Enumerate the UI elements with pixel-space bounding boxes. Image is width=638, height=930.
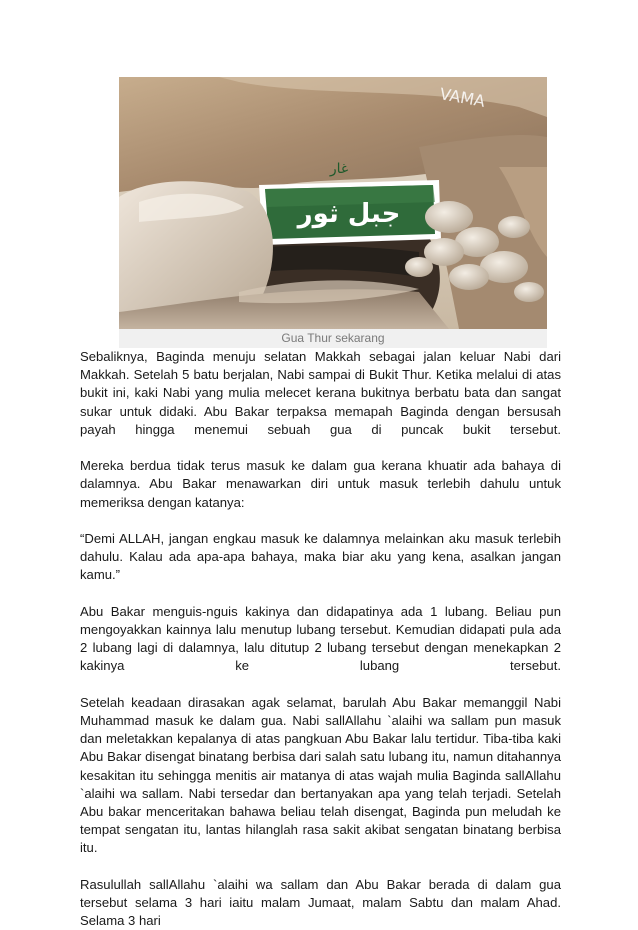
paragraph-2: Mereka berdua tidak terus masuk ke dalam gua kerana khuatir ada bahaya di dalamnya. Abu Bakar menawarkan diri untuk masuk terlebih dahulu untuk memeriksa dengan katanya: (80, 458, 561, 510)
paragraph-6: Rasulullah sallAllahu `alaihi wa sallam dan Abu Bakar berada di dalam gua tersebut selama 3 hari iaitu malam Jumaat, malam Sabtu dan malam Ahad. Selama 3 hari (80, 876, 561, 929)
cave-photo (119, 77, 547, 329)
graffiti-text: VAMA (438, 84, 487, 111)
photo-caption: Gua Thur sekarang (119, 329, 547, 348)
cave-photo-figure (119, 77, 547, 348)
paragraph-4: Abu Bakar menguis-nguis kakinya dan didapatinya ada 1 lubang. Beliau pun mengoyakkan kainnya lalu menutup lubang tersebut. Kemudian didapati pula ada 2 lubang lagi di dalamnya, lalu ditutup 2 lubang tersebut dengan menekapkan 2 kakinya ke lubang tersebut. (80, 603, 561, 674)
paragraph-1: Sebaliknya, Baginda menuju selatan Makkah sebagai jalan keluar Nabi dari Makkah. Setelah 5 batu berjalan, Nabi sampai di Bukit Thur. Ketika melalui di atas bukit ini, kaki Nabi yang mulia melecet kerana bukitnya berbatu bata dan sangat sukar untuk didaki. Abu Bakar terpaksa memapah Baginda dengan bersusah payah hingga menemui sebuah gua di puncak bukit tersebut. (80, 349, 561, 437)
article-body (80, 348, 561, 930)
sign-arabic-small-text: غار (329, 161, 349, 177)
paragraph-5: Setelah keadaan dirasakan agak selamat, barulah Abu Bakar memanggil Nabi Muhammad masuk ke dalam gua. Nabi sallAllahu `alaihi wa sallam pun masuk dan meletakkan kepalanya di atas pangkuan Abu Bakar lalu tertidur. Tiba-tiba kaki Abu Bakar disengat binatang berbisa dari salah satu lubang itu, namun ditahannya kesakitan itu sehingga menitis air matanya di atas wajah mulia Baginda sallAllahu `alaihi wa sallam. Nabi tersedar dan bertanyakan apa yang telah terjadi. Setelah Abu bakar menceritakan bahawa beliau telah disengat, Baginda pun meludah ke tempat sengatan itu, lantas hilanglah rasa sakit akibat sengatan binatang berbisa itu. (80, 694, 561, 856)
sign-arabic-text: جبل ثور (297, 199, 401, 229)
paragraph-3: “Demi ALLAH, jangan engkau masuk ke dalamnya melainkan aku masuk terlebih dahulu. Kalau ada apa-apa bahaya, maka biar aku yang kena, asalkan jangan kamu.” (80, 531, 561, 583)
